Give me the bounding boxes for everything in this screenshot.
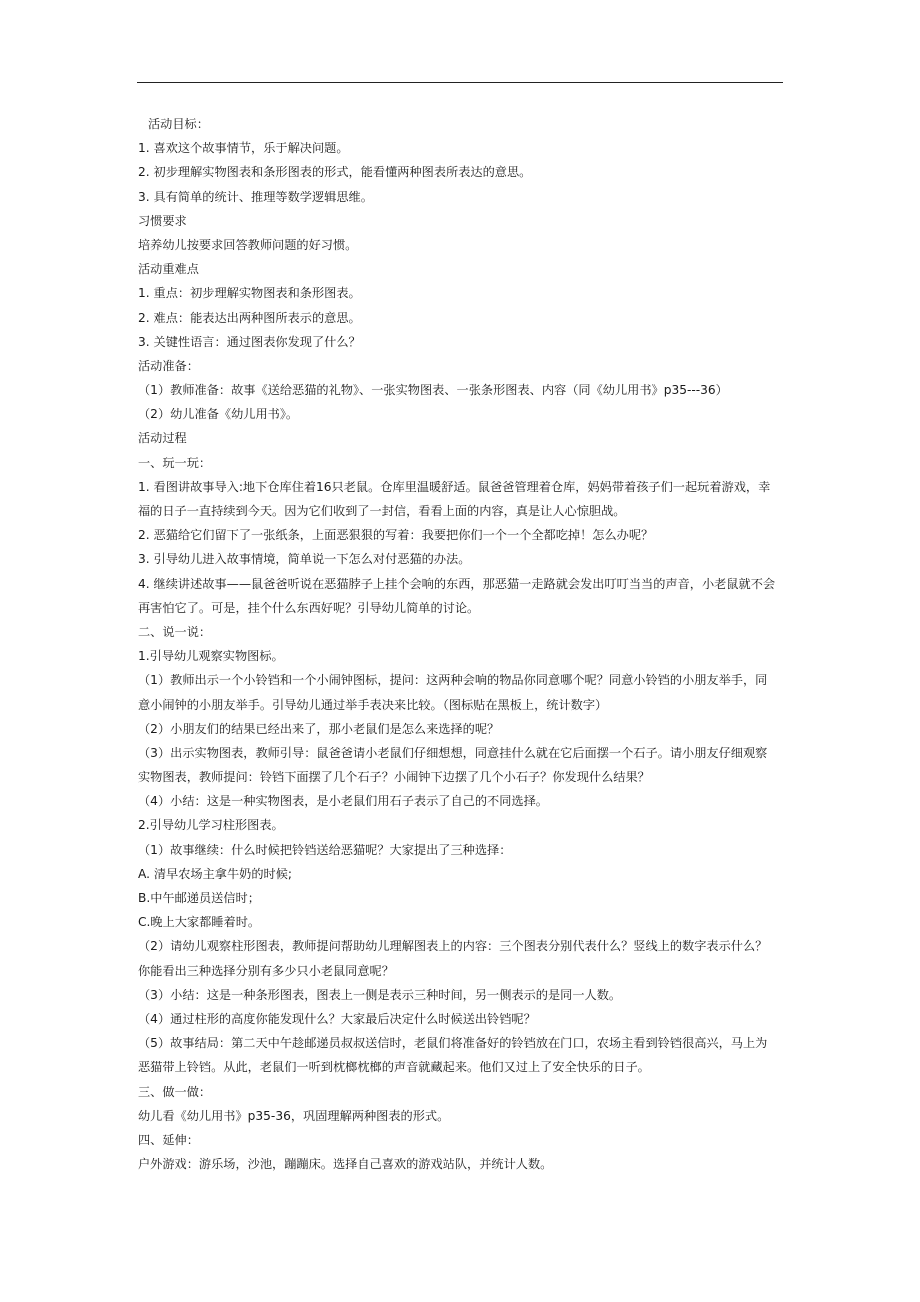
play-item-4-line-2: 再害怕它了。可是，挂个什么东西好呢？引导幼儿简单的讨论。 [138, 600, 480, 615]
goal-item-2: 2. 初步理解实物图表和条形图表的形式，能看懂两种图表所表达的意思。 [138, 165, 532, 180]
talk-item-2-sub-4: （4）通过柱形的高度你能发现什么？大家最后决定什么时候送出铃铛呢？ [138, 1011, 536, 1026]
preparation-item-2: （2）幼儿准备《幼儿用书》。 [138, 407, 299, 422]
section-heading-extension: 四、延伸： [138, 1132, 199, 1147]
play-item-1-line-2: 福的日子一直持续到今天。因为它们收到了一封信，看看上面的内容，真是让人心惊胆战。 [138, 504, 626, 518]
preparation-item-1: （1）教师准备：故事《送给恶猫的礼物》、一张实物图表、一张条形图表、内容（同《幼儿用书》p35---36） [138, 383, 728, 398]
talk-item-2-sub-5-line-2: 恶猫带上铃铛。从此，老鼠们一听到枕榔枕榔的声音就藏起来。他们又过上了安全快乐的日子。 [138, 1060, 650, 1075]
goal-item-3: 3. 具有简单的统计、推理等数学逻辑思维。 [138, 189, 373, 204]
heading-key-points: 活动重难点 [138, 262, 199, 277]
play-item-1-line-1: 1. 看图讲故事导入:地下仓库住着16只老鼠。仓库里温暖舒适。鼠爸爸管理着仓库，妈妈带着孩子们一起玩着游戏，幸 [138, 479, 771, 494]
talk-sub-3-line-2: 实物图表，教师提问：铃铛下面摆了几个石子？小闹钟下边摆了几个小石子？你发现什么结果？ [138, 770, 650, 785]
key-point-2: 2. 难点：能表达出两种图所表示的意思。 [138, 310, 361, 325]
talk-sub-3-line-1: （3）出示实物图表，教师引导：鼠爸爸请小老鼠们仔细想想，同意挂什么就在它后面摆一个石子。请小朋友仔细观察 [138, 745, 768, 760]
section-heading-play: 一、玩一玩： [138, 455, 212, 470]
play-item-2: 2. 恶猫给它们留下了一张纸条，上面恶狠狠的写着：我要把你们一个一个全都吃掉！怎么办呢？ [138, 528, 654, 543]
document-body [138, 112, 784, 1176]
talk-item-2-sub-5-line-1: （5）故事结局：第二天中午趁邮递员叔叔送信时，老鼠们将准备好的铃铛放在门口，农场主看到铃铛很高兴，马上为 [138, 1036, 768, 1051]
talk-sub-1-line-1: （1）教师出示一个小铃铛和一个小闹钟图标，提问：这两种会响的物品你同意哪个呢？同意小铃铛的小朋友举手，同 [138, 673, 768, 688]
talk-sub-4: （4）小结：这是一种实物图表，是小老鼠们用石子表示了自己的不同选择。 [138, 794, 548, 809]
talk-item-1: 1.引导幼儿观察实物图标。 [138, 649, 284, 664]
section-heading-talk: 二、说一说： [138, 624, 212, 639]
talk-sub-1-line-2: 意小闹钟的小朋友举手。引导幼儿通过举手表决来比较。（图标贴在黑板上，统计数字） [138, 697, 608, 712]
talk-item-2-sub-2-line-2: 你能看出三种选择分别有多少只小老鼠同意呢？ [138, 963, 394, 978]
choice-b: B.中午邮递员送信时； [138, 891, 260, 905]
goal-item-1: 1. 喜欢这个故事情节，乐于解决问题。 [138, 141, 349, 156]
heading-preparation: 活动准备： [138, 358, 199, 373]
play-item-4-line-1: 4. 继续讲述故事——鼠爸爸听说在恶猫脖子上挂个会响的东西，那恶猫一走路就会发出叮叮当当的声音，小老鼠就不会 [138, 576, 776, 591]
talk-item-2: 2.引导幼儿学习柱形图表。 [138, 818, 284, 833]
heading-activity-goals: 活动目标： [148, 117, 209, 131]
talk-item-2-sub-1: （1）故事继续：什么时候把铃铛送给恶猫呢？大家提出了三种选择： [138, 842, 512, 857]
talk-item-2-sub-3: （3）小结：这是一种条形图表，图表上一侧是表示三种时间，另一侧表示的是同一人数。 [138, 987, 622, 1002]
extension-text: 户外游戏：游乐场，沙池，蹦蹦床。选择自己喜欢的游戏站队，并统计人数。 [138, 1157, 553, 1172]
choice-a: A. 清早农场主拿牛奶的时候; [138, 866, 293, 881]
heading-habit-requirements: 习惯要求 [138, 213, 187, 228]
section-heading-do: 三、做一做： [138, 1084, 212, 1099]
talk-sub-2: （2）小朋友们的结果已经出来了，那小老鼠们是怎么来选择的呢？ [138, 721, 500, 736]
heading-activity-process: 活动过程 [138, 431, 187, 446]
do-text: 幼儿看《幼儿用书》p35-36，巩固理解两种图表的形式。 [138, 1108, 450, 1123]
choice-c: C.晚上大家都睡着时。 [138, 915, 261, 930]
habit-text: 培养幼儿按要求回答教师问题的好习惯。 [138, 237, 358, 252]
talk-item-2-sub-2-line-1: （2）请幼儿观察柱形图表，教师提问帮助幼儿理解图表上的内容：三个图表分别代表什么？竖线上的数字表示什么？ [138, 939, 768, 954]
play-item-3: 3. 引导幼儿进入故事情境，简单说一下怎么对付恶猫的办法。 [138, 552, 471, 567]
key-point-3: 3. 关键性语言：通过图表你发现了什么？ [138, 334, 361, 349]
key-point-1: 1. 重点：初步理解实物图表和条形图表。 [138, 286, 361, 301]
header-rule [137, 82, 783, 83]
